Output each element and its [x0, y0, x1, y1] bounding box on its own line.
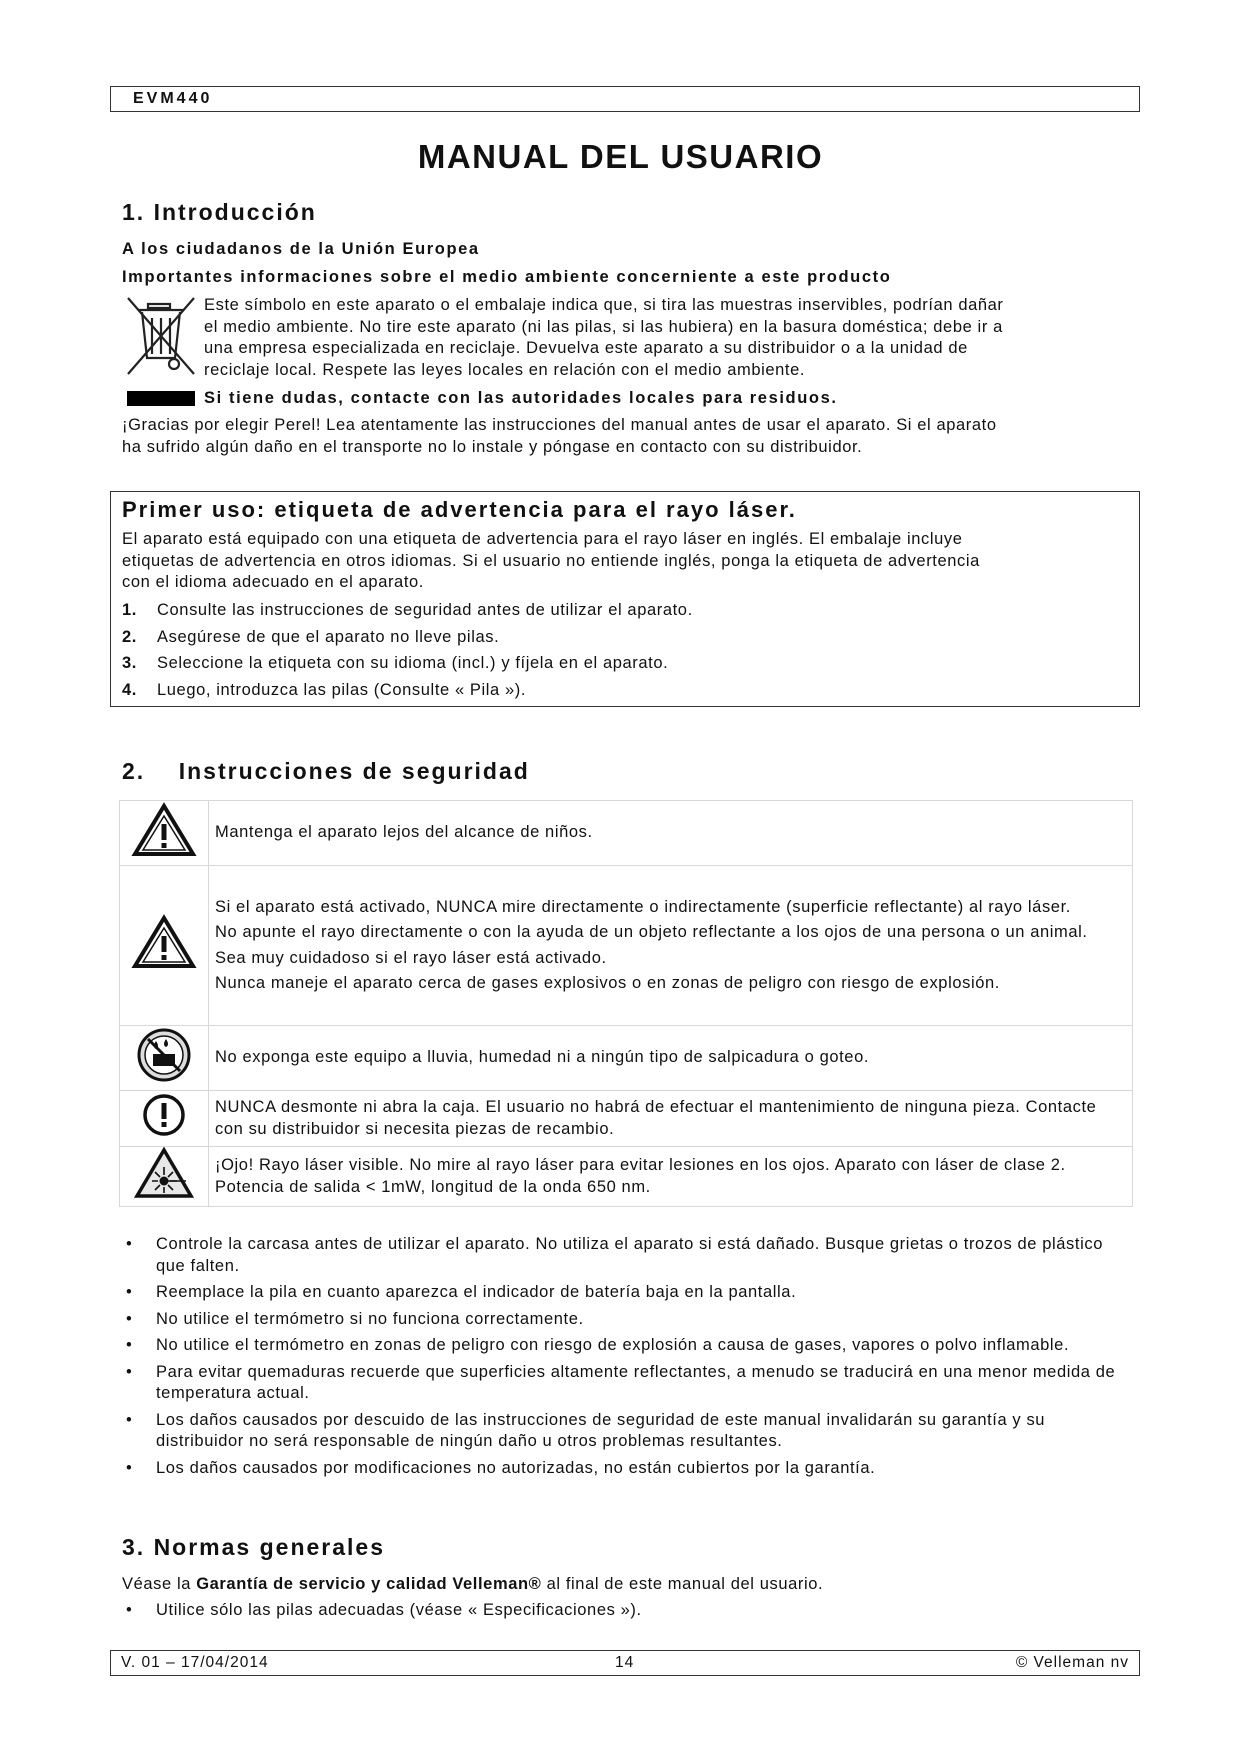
section3-heading: 3. Normas generales — [122, 1534, 386, 1560]
footer-version: V. 01 – 17/04/2014 — [121, 1654, 269, 1671]
list-item: • Para evitar quemaduras recuerde que superficies altamente reflectantes, a menudo se traducirá en una menor medida de temperatura actual. — [122, 1362, 1132, 1405]
weee-text-line: una empresa especializada en reciclaje. Devuelva este aparato a su distribuidor o a la unidad de — [204, 339, 968, 357]
safety-text: No exponga este equipo a lluvia, humedad ni a ningún tipo de salpicadura o goteo. — [215, 1048, 870, 1067]
list-item: • Controle la carcasa antes de utilizar el aparato. No utiliza el aparato si está dañado. Busque grietas o trozos de plástico que falten. — [122, 1234, 1132, 1277]
table-row — [120, 1091, 1133, 1147]
list-item: • Los daños causados por modificaciones no autorizadas, no están cubiertos por la garantía. — [122, 1458, 1132, 1480]
first-use-title: Primer uso: etiqueta de advertencia para el rayo láser. — [122, 497, 797, 522]
safety-text: Nunca maneje el aparato cerca de gases explosivos o en zonas de peligro con riesgo de explosión. — [215, 974, 1000, 992]
weee-text-line: el medio ambiente. No tire este aparato (ni las pilas, si las hubiera) en la basura doméstica; debe ir a — [204, 317, 1003, 336]
table-row — [120, 801, 1133, 866]
page-number: 14 — [615, 1654, 635, 1671]
black-bar — [127, 391, 195, 406]
header-box — [110, 86, 1140, 112]
list-item: • Los daños causados por descuido de las instrucciones de seguridad de este manual invalidarán su garantía y su distribuidor no será responsable de ningún daño u otros problemas resultantes. — [122, 1410, 1132, 1453]
safety-text: No apunte el rayo directamente o con la ayuda de un objeto reflectante a los ojos de una persona o un animal. — [215, 923, 1088, 941]
list-item: • Reemplace la pila en cuanto aparezca el indicador de batería baja en la pantalla. — [122, 1282, 1132, 1304]
weee-bin-icon — [124, 294, 198, 378]
page-title: MANUAL DEL USUARIO — [417, 138, 824, 175]
weee-text-line: Este símbolo en este aparato o el embalaje indica que, si tira las muestras inservibles, podrían dañar — [204, 296, 1004, 314]
safety-text: Mantenga el aparato lejos del alcance de niños. — [215, 823, 593, 842]
first-use-intro-line: con el idioma adecuado en el aparato. — [122, 573, 424, 591]
first-use-step: 3. Seleccione la etiqueta con su idioma (incl.) y fíjela en el aparato. — [122, 654, 669, 672]
safety-text: ¡Ojo! Rayo láser visible. No mire al rayo láser para evitar lesiones en los ojos. Aparato con láser de clase 2. Potencia de salida < 1mW, longitud de la onda 650 nm. — [215, 1156, 1066, 1196]
safety-table — [119, 800, 1133, 1207]
list-item: • Utilice sólo las pilas adecuadas (véase « Especificaciones »). — [122, 1600, 1132, 1622]
footer-box — [110, 1650, 1140, 1676]
no-water-icon — [136, 1027, 192, 1083]
first-use-box — [110, 491, 1140, 707]
table-row — [120, 1026, 1133, 1091]
first-use-step: 1. Consulte las instrucciones de seguridad antes de utilizar el aparato. — [122, 601, 693, 619]
first-use-step: 4. Luego, introduzca las pilas (Consulte « Pila »). — [122, 680, 527, 699]
thanks-text-line: ha sufrido algún daño en el transporte no lo instale y póngase en contacto con su distribuidor. — [122, 437, 863, 456]
list-item: • No utilice el termómetro si no funciona correctamente. — [122, 1309, 1132, 1331]
weee-text-line: reciclaje local. Respete las leyes locales en relación con el medio ambiente. — [204, 360, 806, 379]
list-item: • No utilice el termómetro en zonas de peligro con riesgo de explosión a causa de gases, vapores o polvo inflamable. — [122, 1335, 1132, 1357]
first-use-step: 2. Asegúrese de que el aparato no lleve pilas. — [122, 627, 500, 646]
section2-heading: 2. Instrucciones de seguridad — [122, 758, 530, 784]
table-row — [120, 866, 1133, 1026]
section1-subheading-env: Importantes informaciones sobre el medio ambiente concerniente a este producto — [122, 268, 892, 286]
section1-subheading-eu: A los ciudadanos de la Unión Europea — [122, 240, 480, 258]
section3-warranty-line: Véase la Garantía de servicio y calidad Velleman® al final de este manual del usuario. — [122, 1575, 824, 1593]
warranty-name: Garantía de servicio y calidad Velleman® — [196, 1575, 542, 1593]
safety-text: NUNCA desmonte ni abra la caja. El usuario no habrá de efectuar el mantenimiento de ninguna pieza. Contacte con su distribuidor si necesita piezas de recambio. — [215, 1098, 1097, 1138]
section1-heading: 1. Introducción — [122, 199, 317, 225]
warning-triangle-icon — [131, 914, 197, 970]
warning-triangle-icon — [131, 802, 197, 858]
safety-bullet-list — [122, 1234, 1132, 1484]
first-use-intro-line: etiquetas de advertencia en otros idiomas. Si el usuario no entiende inglés, ponga la etiqueta de advertencia — [122, 551, 980, 570]
exclamation-circle-icon — [141, 1092, 187, 1138]
safety-text: Si el aparato está activado, NUNCA mire directamente o indirectamente (superficie reflectante) al rayo láser. — [215, 897, 1071, 916]
laser-warning-icon — [134, 1147, 194, 1199]
footer-copyright: © Velleman nv — [1015, 1654, 1129, 1671]
safety-text: Sea muy cuidadoso si el rayo láser está activado. — [215, 948, 607, 967]
thanks-text-line: ¡Gracias por elegir Perel! Lea atentamente las instrucciones del manual antes de usar el aparato. Si el aparato — [122, 416, 997, 434]
model-label: EVM440 — [133, 90, 213, 107]
table-row — [120, 1147, 1133, 1207]
doubts-notice: Si tiene dudas, contacte con las autoridades locales para residuos. — [204, 389, 838, 407]
first-use-intro-line: El aparato está equipado con una etiqueta de advertencia para el rayo láser en inglés. El embalaje incluye — [122, 530, 963, 548]
